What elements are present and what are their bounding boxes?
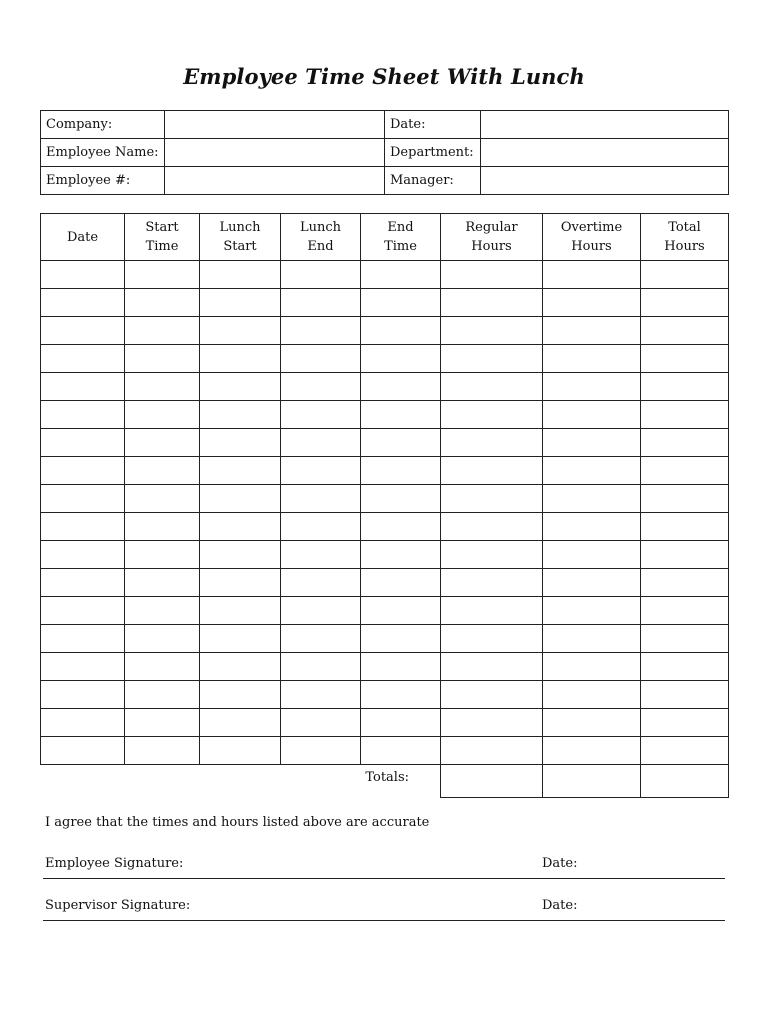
entry-cell[interactable] [441,569,543,597]
entry-cell[interactable] [281,345,361,373]
employee-signature-date-label: Date: [542,856,578,871]
entry-cell[interactable] [41,345,125,373]
entry-cell[interactable] [361,681,441,709]
column-header-text: Date [66,229,99,245]
entry-cell[interactable] [441,289,543,317]
table-row [41,401,729,429]
entry-cell[interactable] [441,261,543,289]
entry-cell[interactable] [125,737,200,765]
column-header [543,214,641,261]
entry-cell[interactable] [441,513,543,541]
entry-cell[interactable] [200,737,281,765]
entry-cell[interactable] [281,681,361,709]
column-header [641,214,729,261]
entry-cell[interactable] [641,625,729,653]
entry-cell[interactable] [641,597,729,625]
entry-cell[interactable] [543,597,641,625]
column-header-text: End [307,239,334,254]
date-label: Date: [385,111,481,139]
entry-cell[interactable] [543,457,641,485]
entry-cell[interactable] [641,485,729,513]
entry-cell[interactable] [125,625,200,653]
totals-row [41,765,729,798]
entry-cell[interactable] [41,737,125,765]
entry-cell[interactable] [200,401,281,429]
entry-cell[interactable] [361,541,441,569]
entry-cell[interactable] [41,541,125,569]
entry-cell[interactable] [441,345,543,373]
entry-cell[interactable] [200,373,281,401]
entry-cell[interactable] [543,625,641,653]
entry-cell[interactable] [641,289,729,317]
entry-cell[interactable] [281,261,361,289]
column-header-text: Start [145,220,179,235]
entry-cell[interactable] [361,345,441,373]
entry-cell[interactable] [200,569,281,597]
entry-cell[interactable] [125,541,200,569]
column-header-text: Start [223,239,257,254]
entry-cell[interactable] [125,345,200,373]
entry-cell[interactable] [361,429,441,457]
entry-cell[interactable] [41,373,125,401]
entry-cell[interactable] [125,597,200,625]
table-row [41,317,729,345]
column-header [41,214,125,261]
entry-cell[interactable] [41,513,125,541]
totals-cell[interactable] [543,765,641,798]
entry-cell[interactable] [125,569,200,597]
entry-cell[interactable] [281,513,361,541]
entry-cell[interactable] [441,681,543,709]
supervisor-signature-date-label: Date: [542,898,578,913]
entry-cell[interactable] [200,261,281,289]
entry-cell[interactable] [361,625,441,653]
entry-cell[interactable] [281,569,361,597]
table-row [41,569,729,597]
entry-cell[interactable] [41,261,125,289]
entry-cell[interactable] [441,737,543,765]
entry-cell[interactable] [441,429,543,457]
table-row [41,681,729,709]
column-header-text: Hours [471,239,512,254]
entry-cell[interactable] [641,653,729,681]
entry-cell[interactable] [543,289,641,317]
entry-cell[interactable] [281,709,361,737]
entry-cell[interactable] [281,541,361,569]
table-row [41,737,729,765]
column-header-text: Overtime [560,220,623,235]
employee-info-table [40,110,729,195]
entry-cell[interactable] [200,485,281,513]
entry-cell[interactable] [361,289,441,317]
column-header-text: Regular [465,220,518,235]
entry-cell[interactable] [361,317,441,345]
entry-cell[interactable] [361,597,441,625]
entry-cell[interactable] [543,373,641,401]
entry-cell[interactable] [441,373,543,401]
manager-label: Manager: [385,167,481,195]
entry-cell[interactable] [41,485,125,513]
entry-cell[interactable] [543,569,641,597]
entry-cell[interactable] [361,401,441,429]
entry-cell[interactable] [641,569,729,597]
column-header-text: Total [668,220,701,235]
entry-cell[interactable] [41,429,125,457]
entry-cell[interactable] [200,289,281,317]
employee-number-label: Employee #: [41,167,165,195]
entry-cell[interactable] [281,373,361,401]
entry-cell[interactable] [641,541,729,569]
totals-label: Totals: [365,770,409,785]
entry-cell[interactable] [125,681,200,709]
entry-cell[interactable] [41,317,125,345]
table-row [41,261,729,289]
totals-cell[interactable] [641,765,729,798]
entry-cell[interactable] [41,681,125,709]
entry-cell[interactable] [361,513,441,541]
entry-cell[interactable] [641,429,729,457]
entry-cell[interactable] [361,261,441,289]
entry-cell[interactable] [200,597,281,625]
entry-cell[interactable] [41,709,125,737]
entry-cell[interactable] [125,709,200,737]
table-row [41,625,729,653]
entry-cell[interactable] [41,289,125,317]
column-header [281,214,361,261]
entry-cell[interactable] [441,485,543,513]
table-row [41,709,729,737]
employee-signature-label: Employee Signature: [45,856,184,871]
entry-cell[interactable] [41,597,125,625]
entry-cell[interactable] [441,541,543,569]
column-header-text: Time [384,239,417,254]
entry-cell[interactable] [641,709,729,737]
company-label: Company: [41,111,165,139]
entry-cell[interactable] [641,261,729,289]
column-header-text: Time [145,239,179,254]
entry-cell[interactable] [441,317,543,345]
column-header-text: Hours [571,239,612,254]
entry-cell[interactable] [200,681,281,709]
table-row [41,429,729,457]
entry-cell[interactable] [641,401,729,429]
entry-cell[interactable] [41,625,125,653]
entry-cell[interactable] [441,709,543,737]
entry-cell[interactable] [281,597,361,625]
department-field[interactable] [481,139,729,167]
entry-cell[interactable] [281,429,361,457]
column-header [125,214,200,261]
employee-signature-line[interactable] [43,856,725,879]
entry-cell[interactable] [641,317,729,345]
entry-cell[interactable] [281,653,361,681]
entry-cell[interactable] [281,485,361,513]
entry-cell[interactable] [281,625,361,653]
department-label: Department: [385,139,481,167]
entry-cell[interactable] [41,653,125,681]
supervisor-signature-line[interactable] [43,898,725,921]
entry-cell[interactable] [641,513,729,541]
entry-cell[interactable] [200,317,281,345]
entry-cell[interactable] [200,653,281,681]
entry-cell[interactable] [281,737,361,765]
entry-cell[interactable] [125,317,200,345]
entry-cell[interactable] [543,541,641,569]
employee-name-field[interactable] [165,139,385,167]
company-field[interactable] [165,111,385,139]
entry-cell[interactable] [125,429,200,457]
entry-cell[interactable] [41,457,125,485]
table-row [41,597,729,625]
entry-cell[interactable] [361,373,441,401]
employee-number-field[interactable] [165,167,385,195]
entry-cell[interactable] [281,317,361,345]
entry-cell[interactable] [641,681,729,709]
entry-cell[interactable] [543,401,641,429]
entry-cell[interactable] [543,681,641,709]
column-header-text: Lunch [219,220,261,235]
entry-cell[interactable] [361,457,441,485]
column-header [361,214,441,261]
entry-cell[interactable] [543,709,641,737]
entry-cell[interactable] [543,485,641,513]
date-field[interactable] [481,111,729,139]
entry-cell[interactable] [361,653,441,681]
entry-cell[interactable] [441,625,543,653]
entry-cell[interactable] [641,457,729,485]
entry-cell[interactable] [125,373,200,401]
table-row [41,457,729,485]
entry-cell[interactable] [361,485,441,513]
agreement-statement: I agree that the times and hours listed above are accurate [45,815,430,830]
entry-cell[interactable] [441,597,543,625]
time-log-table [40,213,729,798]
entry-cell[interactable] [361,709,441,737]
entry-cell[interactable] [125,261,200,289]
employee-name-label: Employee Name: [41,139,165,167]
manager-field[interactable] [481,167,729,195]
entry-cell[interactable] [441,653,543,681]
entry-cell[interactable] [281,401,361,429]
entry-cell[interactable] [200,625,281,653]
entry-cell[interactable] [200,345,281,373]
entry-cell[interactable] [200,709,281,737]
entry-cell[interactable] [543,345,641,373]
column-header [200,214,281,261]
entry-cell[interactable] [200,513,281,541]
entry-cell[interactable] [125,485,200,513]
entry-cell[interactable] [41,569,125,597]
table-row [41,541,729,569]
entry-cell[interactable] [200,429,281,457]
totals-cell[interactable] [441,765,543,798]
entry-cell[interactable] [125,289,200,317]
entry-cell[interactable] [543,653,641,681]
supervisor-signature-label: Supervisor Signature: [45,898,191,913]
time-log-header [41,214,729,261]
entry-cell[interactable] [125,457,200,485]
column-header-text: Hours [664,239,705,254]
entry-cell[interactable] [543,737,641,765]
entry-cell[interactable] [200,457,281,485]
entry-cell[interactable] [200,541,281,569]
entry-cell[interactable] [641,373,729,401]
entry-cell[interactable] [361,737,441,765]
entry-cell[interactable] [543,513,641,541]
entry-cell[interactable] [41,401,125,429]
entry-cell[interactable] [543,317,641,345]
entry-cell[interactable] [125,653,200,681]
entry-cell[interactable] [543,261,641,289]
table-row [41,373,729,401]
entry-cell[interactable] [441,457,543,485]
table-row [41,345,729,373]
entry-cell[interactable] [281,289,361,317]
page-title: Employee Time Sheet With Lunch [183,64,585,89]
entry-cell[interactable] [361,569,441,597]
column-header-text: End [387,220,414,235]
column-header [441,214,543,261]
column-header-text: Lunch [299,220,342,235]
entry-cell[interactable] [125,401,200,429]
entry-cell[interactable] [641,737,729,765]
entry-cell[interactable] [441,401,543,429]
table-row [41,289,729,317]
table-row [41,513,729,541]
entry-cell[interactable] [641,345,729,373]
entry-cell[interactable] [125,513,200,541]
entry-cell[interactable] [543,429,641,457]
table-row [41,653,729,681]
table-row [41,485,729,513]
entry-cell[interactable] [281,457,361,485]
